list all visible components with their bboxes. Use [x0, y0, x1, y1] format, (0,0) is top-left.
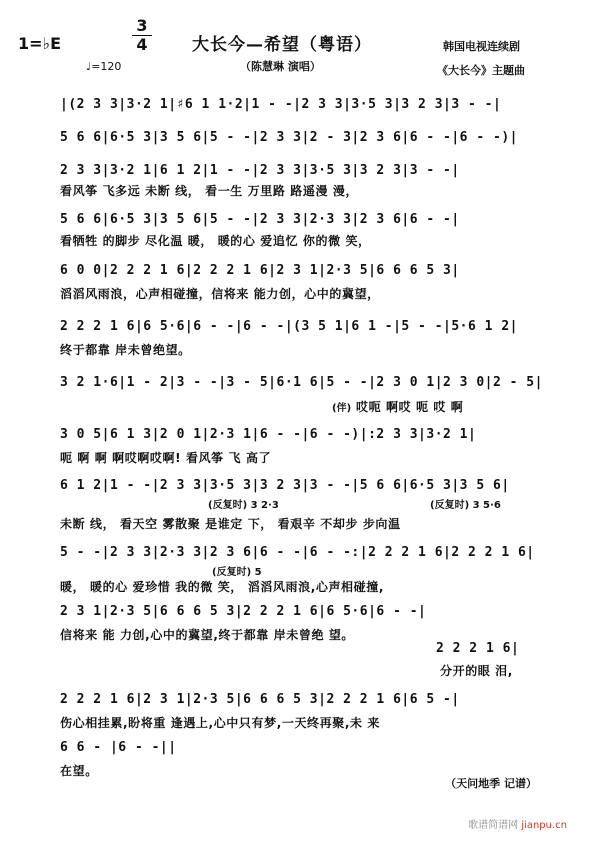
lyric-line-8: 呃 啊 啊 啊哎啊哎啊! 看风筝 飞 高了 — [60, 451, 272, 465]
lyric-line-14: 在望。 — [60, 764, 98, 778]
score-line-1: |(2 3 3|3·2 1|♯6 1 1·2|1 - -|2 3 3|3·5 3|3 2 3|3 - -| — [60, 97, 502, 112]
score-line-10: 5 - -|2 3 3|2·3 3|2 3 6|6 - -|6 - -:|2 2 2 1 6|2 2 2 1 6| — [60, 545, 535, 560]
lyric-line-6: 终于都靠 岸未曾绝望。 — [60, 343, 191, 357]
watermark-domain: jianpu.cn — [521, 820, 567, 831]
repeat-note-1: (反复时) 3 2·3 — [208, 500, 279, 511]
score-line-5: 6 0 0|2 2 2 1 6|2 2 2 1 6|2 3 1|2·3 5|6 6 6 5 3| — [60, 263, 460, 278]
time-signature — [132, 18, 152, 53]
transcriber-credit: （天问地季 记谱） — [445, 777, 537, 790]
repeat-note-2: (反复时) 3 5·6 — [430, 500, 501, 511]
score-line-3: 2 3 3|3·2 1|6 1 2|1 - -|2 3 3|3·5 3|3 2 3|3 - -| — [60, 163, 460, 178]
score-line-13: 2 2 2 1 6|2 3 1|2·3 5|6 6 6 5 3|2 2 2 1 6|6 5 -| — [60, 692, 460, 707]
singer-credit: （陈慧琳 演唱） — [240, 60, 321, 73]
time-signature-top: 3 — [136, 16, 148, 35]
key-signature: 1=♭E — [18, 34, 62, 53]
score-line-11: 2 3 1|2·3 5|6 6 6 5 3|2 2 2 1 6|6 5·6|6 - -| — [60, 604, 427, 619]
score-line-8: 3 0 5|6 1 3|2 0 1|2·3 1|6 - -|6 - -)|:2 3 3|3·2 1| — [60, 427, 477, 442]
score-line-6: 2 2 2 1 6|6 5·6|6 - -|6 - -|(3 5 1|6 1 -|5 - -|5·6 1 2| — [60, 319, 518, 334]
lyric-line-12: 分开的眼 泪, — [440, 664, 513, 678]
time-signature-bottom: 4 — [136, 35, 148, 54]
lyric-line-9: 未断 线， 看天空 雾散聚 是谁定 下， 看艰辛 不却步 步向温 — [60, 517, 401, 531]
lyric-line-13: 伤心相挂累,盼将重 逢遇上,心中只有梦,一天终再聚,未 来 — [60, 716, 380, 730]
score-line-4: 5 6 6|6·5 3|3 5 6|5 - -|2 3 3|2·3 3|2 3 6|6 - -| — [60, 212, 460, 227]
score-line-9: 6 1 2|1 - -|2 3 3|3·5 3|3 2 3|3 - -|5 6 6|6·5 3|3 5 6| — [60, 478, 510, 493]
lyric-line-10: 暖， 暖的心 爱珍惜 我的微 笑， 滔滔风雨浪,心声相碰撞, — [60, 580, 385, 594]
watermark-site-name: 歌谱简谱网 — [468, 820, 519, 831]
lyric-line-4: 看牺牲 的脚步 尽化温 暖， 暖的心 爱追忆 你的微 笑， — [60, 234, 371, 248]
score-line-14: 6 6 - |6 - -|| — [60, 740, 177, 755]
site-watermark — [468, 816, 567, 831]
tempo-marking: ♩=120 — [86, 60, 122, 73]
score-line-7: 3 2 1·6|1 - 2|3 - -|3 - 5|6·1 6|5 - -|2 3 0 1|2 3 0|2 - 5| — [60, 375, 543, 390]
lyric-line-11: 信将来 能 力创,心中的冀望,终于都靠 岸未曾绝 望。 — [60, 628, 355, 642]
lyric-line-5: 滔滔风雨浪，心声相碰撞，信将来 能力创，心中的冀望， — [60, 287, 380, 301]
score-line-12: 2 2 2 1 6| — [436, 641, 520, 656]
song-title: 大长今—希望（粤语） — [192, 35, 372, 55]
source-line-2: 《大长今》主题曲 — [437, 64, 525, 77]
source-line-1: 韩国电视连续剧 — [443, 40, 520, 53]
score-line-2: 5 6 6|6·5 3|3 5 6|5 - -|2 3 3|2 - 3|2 3 6|6 - -|6 - -)| — [60, 130, 518, 145]
accompaniment-mark: (伴) — [332, 403, 352, 414]
lyric-line-7: 哎呃 啊哎 呃 哎 啊 — [356, 400, 464, 414]
lyric-line-3: 看风筝 飞多远 未断 线， 看一生 万里路 路遥漫 漫， — [60, 184, 359, 198]
repeat-note-3: (反复时) 5 — [212, 567, 262, 578]
